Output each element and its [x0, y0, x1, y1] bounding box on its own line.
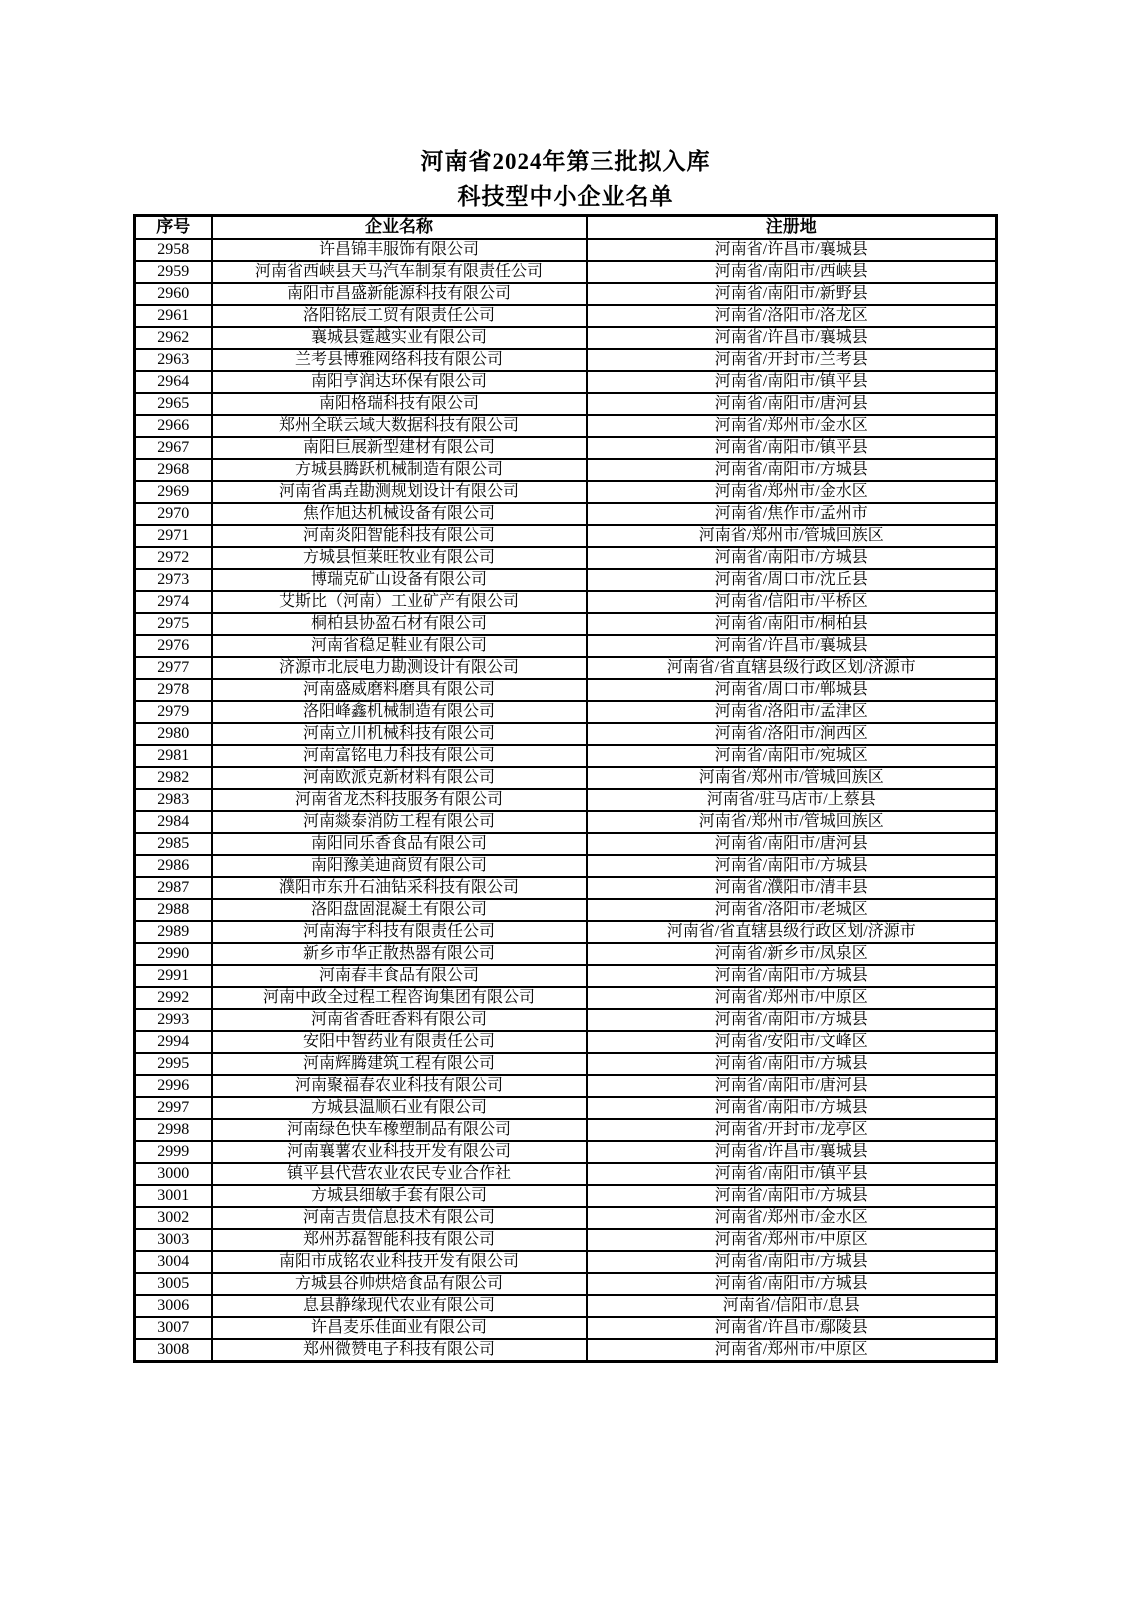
- company-name-cell: 河南省香旺香料有限公司: [212, 1009, 587, 1031]
- serial-cell: 2980: [135, 723, 212, 745]
- document-title: [0, 144, 1131, 214]
- registration-cell: 河南省/南阳市/方城县: [587, 547, 997, 569]
- registration-cell: 河南省/信阳市/平桥区: [587, 591, 997, 613]
- company-name-cell: 南阳市成铭农业科技开发有限公司: [212, 1251, 587, 1273]
- company-name-cell: 河南省禹垚勘测规划设计有限公司: [212, 481, 587, 503]
- registration-cell: 河南省/郑州市/金水区: [587, 1207, 997, 1229]
- serial-cell: 2968: [135, 459, 212, 481]
- company-name-cell: 河南立川机械科技有限公司: [212, 723, 587, 745]
- registration-cell: 河南省/洛阳市/洛龙区: [587, 305, 997, 327]
- table-row: [135, 943, 997, 965]
- company-name-cell: 河南燚泰消防工程有限公司: [212, 811, 587, 833]
- registration-cell: 河南省/郑州市/金水区: [587, 415, 997, 437]
- table-row: [135, 635, 997, 657]
- registration-cell: 河南省/许昌市/襄城县: [587, 1141, 997, 1163]
- company-name-cell: 河南省龙杰科技服务有限公司: [212, 789, 587, 811]
- registration-cell: 河南省/许昌市/襄城县: [587, 635, 997, 657]
- serial-cell: 2992: [135, 987, 212, 1009]
- table-row: [135, 503, 997, 525]
- registration-cell: 河南省/郑州市/管城回族区: [587, 525, 997, 547]
- table-row: [135, 481, 997, 503]
- table-row: [135, 987, 997, 1009]
- company-name-cell: 方城县腾跃机械制造有限公司: [212, 459, 587, 481]
- table-row: [135, 239, 997, 261]
- company-name-cell: 河南绿色快车橡塑制品有限公司: [212, 1119, 587, 1141]
- table-row: [135, 437, 997, 459]
- serial-cell: 3008: [135, 1339, 212, 1362]
- company-name-cell: 河南辉腾建筑工程有限公司: [212, 1053, 587, 1075]
- table-row: [135, 899, 997, 921]
- registration-cell: 河南省/许昌市/襄城县: [587, 239, 997, 261]
- registration-cell: 河南省/焦作市/孟州市: [587, 503, 997, 525]
- table-row: [135, 1163, 997, 1185]
- company-name-cell: 艾斯比（河南）工业矿产有限公司: [212, 591, 587, 613]
- serial-cell: 3003: [135, 1229, 212, 1251]
- table-row: [135, 767, 997, 789]
- table-row: [135, 1295, 997, 1317]
- company-name-cell: 河南海宇科技有限责任公司: [212, 921, 587, 943]
- serial-cell: 2998: [135, 1119, 212, 1141]
- table-row: [135, 789, 997, 811]
- company-name-cell: 方城县细敏手套有限公司: [212, 1185, 587, 1207]
- table-row: [135, 371, 997, 393]
- serial-cell: 3007: [135, 1317, 212, 1339]
- company-name-cell: 方城县谷帅烘焙食品有限公司: [212, 1273, 587, 1295]
- serial-cell: 2988: [135, 899, 212, 921]
- company-name-cell: 洛阳铭辰工贸有限责任公司: [212, 305, 587, 327]
- table-row: [135, 1273, 997, 1295]
- company-name-cell: 河南聚福春农业科技有限公司: [212, 1075, 587, 1097]
- serial-cell: 2964: [135, 371, 212, 393]
- table-row: [135, 1141, 997, 1163]
- company-name-cell: 许昌锦丰服饰有限公司: [212, 239, 587, 261]
- header-company-name: 企业名称: [212, 216, 587, 240]
- registration-cell: 河南省/南阳市/唐河县: [587, 393, 997, 415]
- company-name-cell: 方城县温顺石业有限公司: [212, 1097, 587, 1119]
- serial-cell: 2986: [135, 855, 212, 877]
- registration-cell: 河南省/南阳市/桐柏县: [587, 613, 997, 635]
- table-row: [135, 1031, 997, 1053]
- company-table: [133, 214, 998, 1363]
- registration-cell: 河南省/南阳市/唐河县: [587, 833, 997, 855]
- serial-cell: 2962: [135, 327, 212, 349]
- table-row: [135, 1229, 997, 1251]
- serial-cell: 2977: [135, 657, 212, 679]
- serial-cell: 2963: [135, 349, 212, 371]
- registration-cell: 河南省/许昌市/鄢陵县: [587, 1317, 997, 1339]
- company-name-cell: 南阳豫美迪商贸有限公司: [212, 855, 587, 877]
- table-row: [135, 965, 997, 987]
- table-row: [135, 833, 997, 855]
- serial-cell: 2984: [135, 811, 212, 833]
- table-row: [135, 1009, 997, 1031]
- table-row: [135, 1251, 997, 1273]
- serial-cell: 3001: [135, 1185, 212, 1207]
- registration-cell: 河南省/南阳市/方城县: [587, 1053, 997, 1075]
- serial-cell: 2990: [135, 943, 212, 965]
- serial-cell: 3002: [135, 1207, 212, 1229]
- company-name-cell: 镇平县代营农业农民专业合作社: [212, 1163, 587, 1185]
- registration-cell: 河南省/南阳市/新野县: [587, 283, 997, 305]
- table-row: [135, 745, 997, 767]
- serial-cell: 2996: [135, 1075, 212, 1097]
- header-registration: 注册地: [587, 216, 997, 240]
- serial-cell: 2995: [135, 1053, 212, 1075]
- registration-cell: 河南省/南阳市/镇平县: [587, 437, 997, 459]
- registration-cell: 河南省/南阳市/宛城区: [587, 745, 997, 767]
- company-name-cell: 兰考县博雅网络科技有限公司: [212, 349, 587, 371]
- table-row: [135, 657, 997, 679]
- table-row: [135, 723, 997, 745]
- serial-cell: 2965: [135, 393, 212, 415]
- company-name-cell: 河南盛威磨料磨具有限公司: [212, 679, 587, 701]
- table-row: [135, 921, 997, 943]
- serial-cell: 2993: [135, 1009, 212, 1031]
- company-name-cell: 焦作旭达机械设备有限公司: [212, 503, 587, 525]
- table-row: [135, 679, 997, 701]
- company-name-cell: 洛阳峰鑫机械制造有限公司: [212, 701, 587, 723]
- company-name-cell: 郑州全联云域大数据科技有限公司: [212, 415, 587, 437]
- table-row: [135, 1075, 997, 1097]
- serial-cell: 2960: [135, 283, 212, 305]
- table-row: [135, 613, 997, 635]
- company-name-cell: 济源市北辰电力勘测设计有限公司: [212, 657, 587, 679]
- table-row: [135, 393, 997, 415]
- serial-cell: 2958: [135, 239, 212, 261]
- serial-cell: 2979: [135, 701, 212, 723]
- registration-cell: 河南省/驻马店市/上蔡县: [587, 789, 997, 811]
- registration-cell: 河南省/南阳市/方城县: [587, 1251, 997, 1273]
- serial-cell: 2991: [135, 965, 212, 987]
- table-row: [135, 283, 997, 305]
- registration-cell: 河南省/郑州市/中原区: [587, 1339, 997, 1362]
- company-name-cell: 南阳市昌盛新能源科技有限公司: [212, 283, 587, 305]
- table-row: [135, 877, 997, 899]
- company-name-cell: 濮阳市东升石油钻采科技有限公司: [212, 877, 587, 899]
- serial-cell: 2999: [135, 1141, 212, 1163]
- serial-cell: 3004: [135, 1251, 212, 1273]
- registration-cell: 河南省/南阳市/西峡县: [587, 261, 997, 283]
- registration-cell: 河南省/洛阳市/涧西区: [587, 723, 997, 745]
- registration-cell: 河南省/南阳市/镇平县: [587, 1163, 997, 1185]
- serial-cell: 2972: [135, 547, 212, 569]
- title-line-2: 科技型中小企业名单: [457, 184, 674, 209]
- serial-cell: 2987: [135, 877, 212, 899]
- table-row: [135, 1317, 997, 1339]
- serial-cell: 2997: [135, 1097, 212, 1119]
- registration-cell: 河南省/周口市/郸城县: [587, 679, 997, 701]
- serial-cell: 2971: [135, 525, 212, 547]
- company-name-cell: 南阳亨润达环保有限公司: [212, 371, 587, 393]
- serial-cell: 2969: [135, 481, 212, 503]
- table-row: [135, 811, 997, 833]
- table-row: [135, 1097, 997, 1119]
- table-row: [135, 1339, 997, 1362]
- serial-cell: 3000: [135, 1163, 212, 1185]
- title-line-1: 河南省2024年第三批拟入库: [420, 149, 711, 174]
- table-header-row: [135, 216, 997, 240]
- company-name-cell: 南阳巨展新型建材有限公司: [212, 437, 587, 459]
- registration-cell: 河南省/郑州市/管城回族区: [587, 767, 997, 789]
- registration-cell: 河南省/南阳市/方城县: [587, 855, 997, 877]
- registration-cell: 河南省/郑州市/金水区: [587, 481, 997, 503]
- serial-cell: 2970: [135, 503, 212, 525]
- table-row: [135, 327, 997, 349]
- serial-cell: 2975: [135, 613, 212, 635]
- registration-cell: 河南省/洛阳市/孟津区: [587, 701, 997, 723]
- company-name-cell: 河南春丰食品有限公司: [212, 965, 587, 987]
- company-name-cell: 桐柏县协盈石材有限公司: [212, 613, 587, 635]
- table-row: [135, 349, 997, 371]
- table-row: [135, 305, 997, 327]
- company-name-cell: 洛阳盘固混凝土有限公司: [212, 899, 587, 921]
- table-row: [135, 547, 997, 569]
- company-name-cell: 息县静缘现代农业有限公司: [212, 1295, 587, 1317]
- registration-cell: 河南省/南阳市/方城县: [587, 965, 997, 987]
- serial-cell: 2983: [135, 789, 212, 811]
- registration-cell: 河南省/南阳市/方城县: [587, 1273, 997, 1295]
- serial-cell: 2989: [135, 921, 212, 943]
- serial-cell: 2973: [135, 569, 212, 591]
- serial-cell: 2994: [135, 1031, 212, 1053]
- company-name-cell: 郑州苏磊智能科技有限公司: [212, 1229, 587, 1251]
- company-table-body: [135, 239, 997, 1362]
- company-name-cell: 河南炎阳智能科技有限公司: [212, 525, 587, 547]
- company-name-cell: 郑州微赞电子科技有限公司: [212, 1339, 587, 1362]
- registration-cell: 河南省/南阳市/方城县: [587, 459, 997, 481]
- registration-cell: 河南省/郑州市/管城回族区: [587, 811, 997, 833]
- serial-cell: 3005: [135, 1273, 212, 1295]
- registration-cell: 河南省/南阳市/方城县: [587, 1009, 997, 1031]
- registration-cell: 河南省/周口市/沈丘县: [587, 569, 997, 591]
- company-name-cell: 河南中政全过程工程咨询集团有限公司: [212, 987, 587, 1009]
- company-name-cell: 河南欧派克新材料有限公司: [212, 767, 587, 789]
- company-name-cell: 河南富铭电力科技有限公司: [212, 745, 587, 767]
- table-row: [135, 855, 997, 877]
- registration-cell: 河南省/郑州市/中原区: [587, 1229, 997, 1251]
- serial-cell: 2967: [135, 437, 212, 459]
- company-name-cell: 河南吉贵信息技术有限公司: [212, 1207, 587, 1229]
- serial-cell: 2982: [135, 767, 212, 789]
- company-name-cell: 许昌麦乐佳面业有限公司: [212, 1317, 587, 1339]
- table-row: [135, 1119, 997, 1141]
- serial-cell: 3006: [135, 1295, 212, 1317]
- table-row: [135, 1207, 997, 1229]
- company-name-cell: 安阳中智药业有限责任公司: [212, 1031, 587, 1053]
- registration-cell: 河南省/开封市/龙亭区: [587, 1119, 997, 1141]
- table-row: [135, 415, 997, 437]
- company-name-cell: 方城县恒莱旺牧业有限公司: [212, 547, 587, 569]
- registration-cell: 河南省/南阳市/镇平县: [587, 371, 997, 393]
- registration-cell: 河南省/濮阳市/清丰县: [587, 877, 997, 899]
- serial-cell: 2966: [135, 415, 212, 437]
- table-row: [135, 459, 997, 481]
- registration-cell: 河南省/开封市/兰考县: [587, 349, 997, 371]
- company-name-cell: 南阳同乐香食品有限公司: [212, 833, 587, 855]
- registration-cell: 河南省/省直辖县级行政区划/济源市: [587, 921, 997, 943]
- registration-cell: 河南省/新乡市/凤泉区: [587, 943, 997, 965]
- header-serial: 序号: [135, 216, 212, 240]
- serial-cell: 2961: [135, 305, 212, 327]
- registration-cell: 河南省/省直辖县级行政区划/济源市: [587, 657, 997, 679]
- serial-cell: 2974: [135, 591, 212, 613]
- table-row: [135, 261, 997, 283]
- table-row: [135, 1053, 997, 1075]
- registration-cell: 河南省/南阳市/唐河县: [587, 1075, 997, 1097]
- registration-cell: 河南省/信阳市/息县: [587, 1295, 997, 1317]
- serial-cell: 2978: [135, 679, 212, 701]
- company-name-cell: 河南省稳足鞋业有限公司: [212, 635, 587, 657]
- table-row: [135, 701, 997, 723]
- registration-cell: 河南省/洛阳市/老城区: [587, 899, 997, 921]
- company-name-cell: 襄城县霆越实业有限公司: [212, 327, 587, 349]
- table-row: [135, 525, 997, 547]
- registration-cell: 河南省/南阳市/方城县: [587, 1185, 997, 1207]
- company-name-cell: 新乡市华正散热器有限公司: [212, 943, 587, 965]
- table-row: [135, 1185, 997, 1207]
- table-row: [135, 569, 997, 591]
- company-name-cell: 河南襄薯农业科技开发有限公司: [212, 1141, 587, 1163]
- company-name-cell: 河南省西峡县天马汽车制泵有限责任公司: [212, 261, 587, 283]
- registration-cell: 河南省/许昌市/襄城县: [587, 327, 997, 349]
- serial-cell: 2959: [135, 261, 212, 283]
- registration-cell: 河南省/安阳市/文峰区: [587, 1031, 997, 1053]
- table-row: [135, 591, 997, 613]
- serial-cell: 2985: [135, 833, 212, 855]
- registration-cell: 河南省/郑州市/中原区: [587, 987, 997, 1009]
- company-name-cell: 博瑞克矿山设备有限公司: [212, 569, 587, 591]
- serial-cell: 2981: [135, 745, 212, 767]
- company-name-cell: 南阳格瑞科技有限公司: [212, 393, 587, 415]
- registration-cell: 河南省/南阳市/方城县: [587, 1097, 997, 1119]
- serial-cell: 2976: [135, 635, 212, 657]
